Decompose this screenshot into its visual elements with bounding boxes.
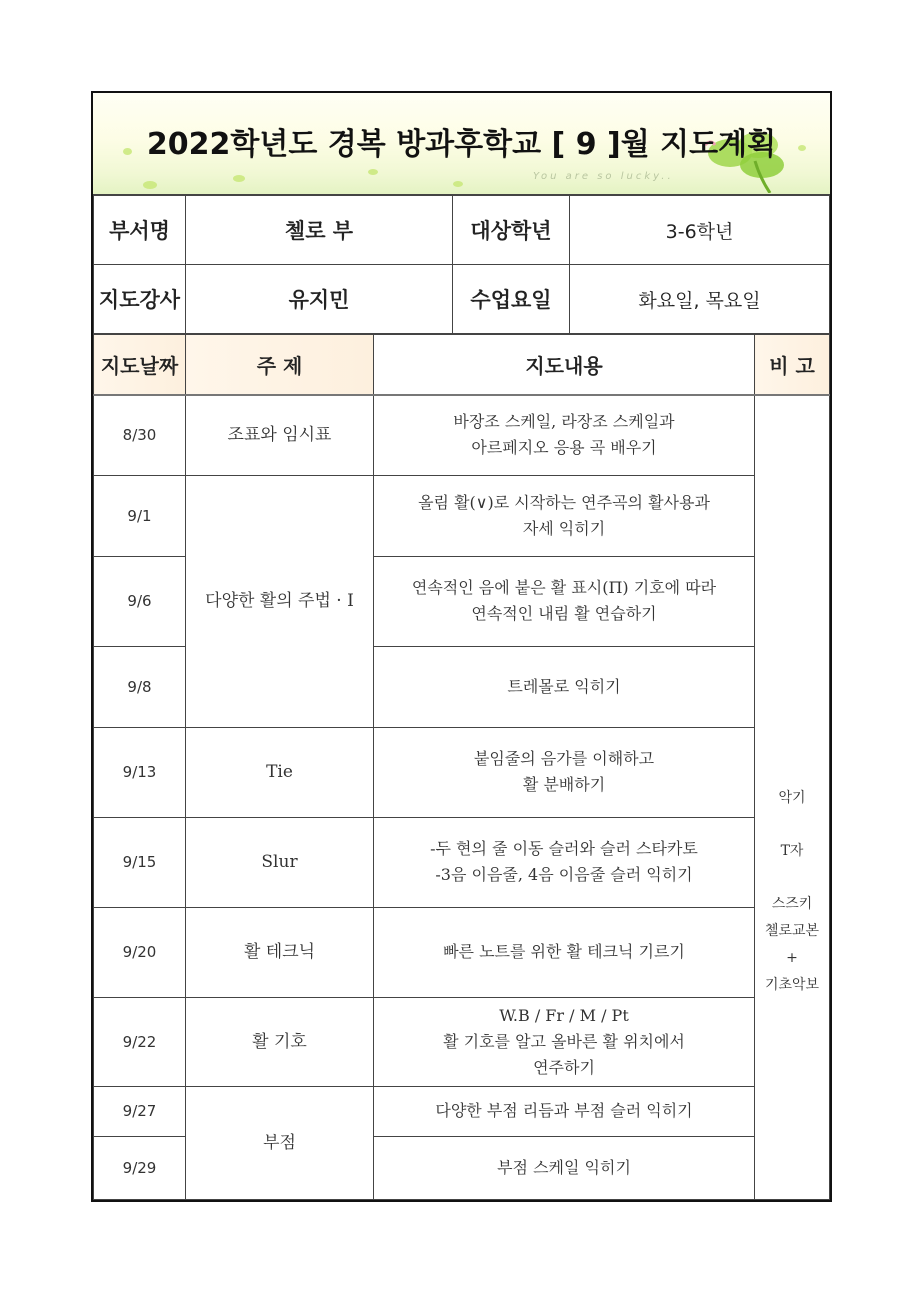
row-content: 연속적인 음에 붙은 활 표시(Π) 기호에 따라 연속적인 내림 활 연습하기 (374, 556, 755, 646)
row-date: 9/15 (94, 817, 186, 907)
col-header-content: 지도내용 (374, 335, 755, 396)
row-topic: Tie (186, 727, 374, 817)
row-topic: 부점 (186, 1086, 374, 1199)
row-content: 붙임줄의 음가를 이해하고 활 분배하기 (374, 727, 755, 817)
row-date: 9/22 (94, 997, 186, 1086)
info-row (94, 196, 830, 265)
table-row (94, 727, 830, 817)
row-topic: Slur (186, 817, 374, 907)
schedule-table (93, 334, 830, 1200)
row-date: 9/6 (94, 556, 186, 646)
row-topic: 활 테크닉 (186, 907, 374, 997)
row-content: W.B / Fr / M / Pt 활 기호를 알고 올바른 활 위치에서 연주하기 (374, 997, 755, 1086)
row-content: -두 현의 줄 이동 슬러와 슬러 스타카토 -3음 이음줄, 4음 이음줄 슬러 익히기 (374, 817, 755, 907)
row-date: 9/27 (94, 1086, 186, 1136)
grade-value: 3-6학년 (570, 196, 830, 265)
table-row (94, 817, 830, 907)
teacher-value: 유지민 (186, 265, 453, 334)
monthly-plan-document (91, 91, 832, 1202)
info-table (93, 195, 830, 334)
decor-dot (143, 181, 157, 189)
decor-dot (233, 175, 245, 182)
notes-cell (755, 395, 830, 1199)
table-row (94, 395, 830, 475)
col-header-note: 비 고 (755, 335, 830, 396)
days-value: 화요일, 목요일 (570, 265, 830, 334)
table-row (94, 907, 830, 997)
row-content: 올림 활(∨)로 시작하는 연주곡의 활사용과 자세 익히기 (374, 475, 755, 556)
decor-dot (368, 169, 378, 175)
row-topic: 활 기호 (186, 997, 374, 1086)
decor-dot (453, 181, 463, 187)
row-content: 바장조 스케일, 라장조 스케일과 아르페지오 응용 곡 배우기 (374, 395, 755, 475)
row-date: 9/8 (94, 646, 186, 727)
col-header-date: 지도날짜 (94, 335, 186, 396)
row-date: 9/1 (94, 475, 186, 556)
row-content: 다양한 부점 리듬과 부점 슬러 익히기 (374, 1086, 755, 1136)
table-row (94, 997, 830, 1086)
header-row (94, 335, 830, 396)
dept-value: 첼로 부 (186, 196, 453, 265)
row-content: 부점 스케일 익히기 (374, 1136, 755, 1199)
teacher-label: 지도강사 (94, 265, 186, 334)
table-row (94, 475, 830, 556)
row-content: 트레몰로 익히기 (374, 646, 755, 727)
note-line: 첼로교본 (764, 923, 820, 940)
row-date: 9/20 (94, 907, 186, 997)
info-row (94, 265, 830, 334)
banner-script-text: You are so lucky.. (533, 171, 674, 182)
row-topic: 조표와 임시표 (186, 395, 374, 475)
table-row (94, 1086, 830, 1136)
row-date: 9/29 (94, 1136, 186, 1199)
row-topic: 다양한 활의 주법 · I (186, 475, 374, 727)
dept-label: 부서명 (94, 196, 186, 265)
title-banner (93, 93, 830, 195)
note-line: 스즈키 (771, 896, 813, 913)
days-label: 수업요일 (453, 265, 570, 334)
row-date: 9/13 (94, 727, 186, 817)
note-line: + (786, 950, 798, 967)
row-date: 8/30 (94, 395, 186, 475)
note-line: 기초악보 (764, 977, 820, 994)
grade-label: 대상학년 (453, 196, 570, 265)
page-title: 2022학년도 경복 방과후학교 [ 9 ]월 지도계획 (146, 127, 777, 162)
note-line: 악기 (778, 790, 806, 807)
col-header-topic: 주 제 (186, 335, 374, 396)
note-line: T자 (780, 843, 804, 860)
row-content: 빠른 노트를 위한 활 테크닉 기르기 (374, 907, 755, 997)
